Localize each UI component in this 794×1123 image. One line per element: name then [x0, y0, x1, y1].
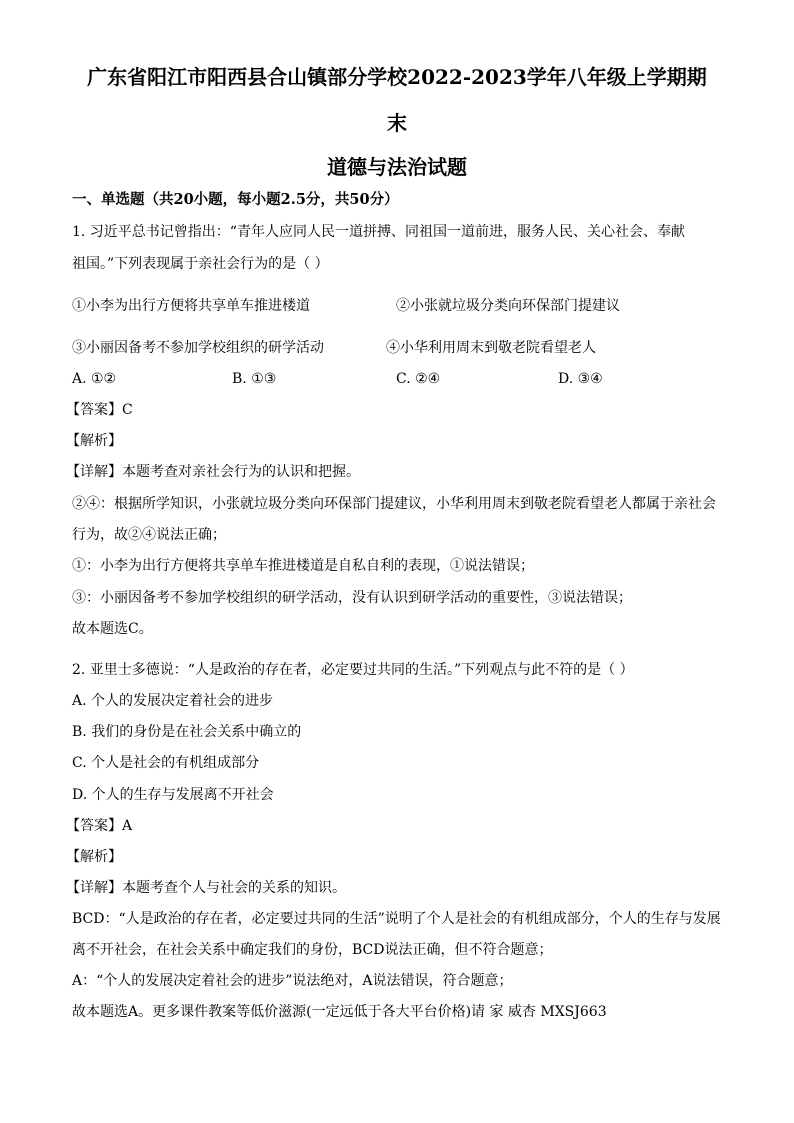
question-2-choice-a: A. 个人的发展决定着社会的进步 [72, 693, 274, 709]
question-2-stem: 2. 亚里士多德说：“人是政治的存在者，必定要过共同的生活。”下列观点与此不符的是（ ） [72, 662, 634, 678]
question-2-choice-c: C. 个人是社会的有机组成部分 [72, 755, 260, 771]
document-title: 广东省阳江市阳西县合山镇部分学校2022-2023学年八年级上学期期 [87, 65, 707, 89]
question-1-statement-1: ①小李为出行方便将共享单车推进楼道 [72, 298, 310, 314]
document-subtitle: 道德与法治试题 [327, 155, 467, 179]
question-1-explanation-3: ③：小丽因备考不参加学校组织的研学活动，没有认识到研学活动的重要性，③说法错误； [72, 590, 632, 606]
question-1-analysis-label: 【解析】 [66, 433, 122, 449]
question-2-answer: 【答案】A [66, 818, 133, 834]
question-1-explanation-2: ①：小李为出行方便将共享单车推进楼道是自私自利的表现，①说法错误； [72, 558, 534, 574]
question-1-answer: 【答案】C [66, 402, 133, 418]
question-1-statement-2: ②小张就垃圾分类向环保部门提建议 [396, 298, 620, 314]
question-2-explanation-1-continuation: 离不开社会，在社会关系中确定我们的身份，BCD说法正确，但不符合题意； [72, 942, 553, 958]
question-1-stem: 1. 习近平总书记曾指出：“青年人应同人民一道拼搏、同祖国一道前进，服务人民、关心社会、奉献 [72, 224, 685, 240]
question-1-stem-continuation: 祖国。”下列表现属于亲社会行为的是（ ） [72, 256, 329, 272]
question-1-statement-3: ③小丽因备考不参加学校组织的研学活动 [72, 340, 324, 356]
question-1-detail: 【详解】本题考查对亲社会行为的认识和把握。 [66, 464, 360, 480]
question-1-choice-c: C. ②④ [396, 371, 441, 387]
question-2-explanation-1: BCD：“人是政治的存在者，必定要过共同的生活”说明了个人是社会的有机组成部分，个人的生存与发展 [72, 911, 721, 927]
question-1-conclusion: 故本题选C。 [72, 621, 153, 637]
question-1-explanation-1: ②④：根据所学知识，小张就垃圾分类向环保部门提建议，小华利用周末到敬老院看望老人都属于亲社会 [72, 496, 716, 512]
question-1-statement-4: ④小华利用周末到敬老院看望老人 [386, 340, 596, 356]
question-2-explanation-2: A：“个人的发展决定着社会的进步”说法绝对，A说法错误，符合题意； [72, 973, 513, 989]
question-1-choice-b: B. ①③ [232, 371, 277, 387]
section-heading: 一、单选题（共20小题，每小题2.5分，共50分） [72, 191, 399, 208]
question-2-detail: 【详解】本题考查个人与社会的关系的知识。 [66, 880, 346, 896]
document-title-continuation: 末 [387, 111, 407, 135]
question-1-explanation-1-continuation: 行为，故②④说法正确； [72, 527, 226, 543]
question-1-choice-a: A. ①② [72, 371, 117, 387]
question-2-choice-b: B. 我们的身份是在社会关系中确立的 [72, 724, 302, 740]
question-1-choice-d: D. ③④ [558, 371, 603, 387]
question-2-choice-d: D. 个人的生存与发展离不开社会 [72, 787, 274, 803]
question-2-analysis-label: 【解析】 [66, 849, 122, 865]
question-2-conclusion: 故本题选A。更多课件教案等低价滋源(一定远低于各大平台价格)请 家 威杏 MXSJ663 [72, 1004, 607, 1020]
